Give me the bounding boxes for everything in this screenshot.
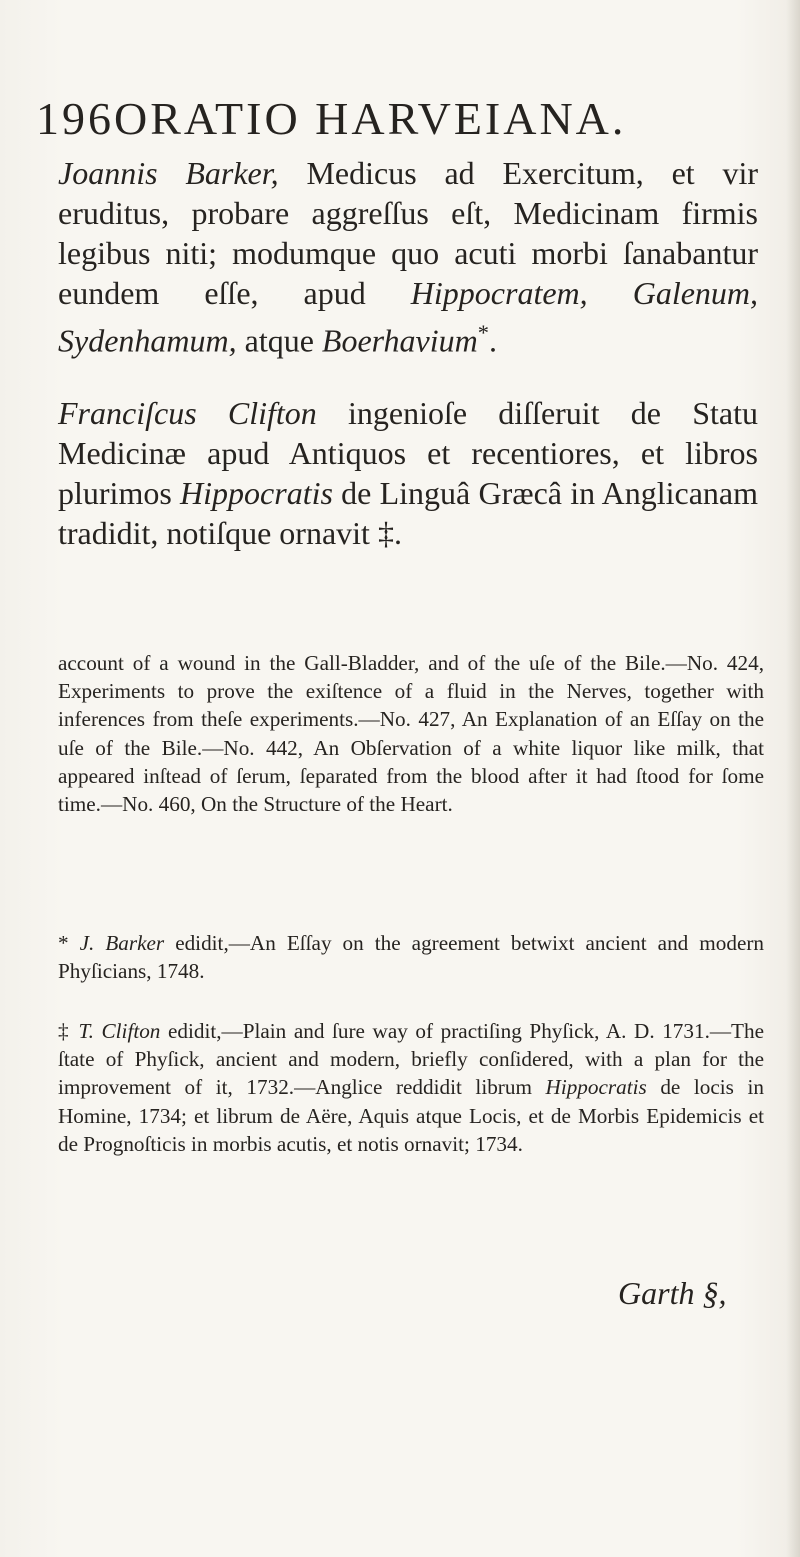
paragraph-text: ingenioſe diſſeruit de Statu Medicinæ apud Antiquos et recentiores, et libros plurimos (58, 395, 759, 511)
paragraph-text: de Linguâ Græcâ in Anglicanam tradidit, notiſque ornavit (58, 475, 759, 551)
footnote-marker: * (58, 931, 80, 955)
footnote-continuation: account of a wound in the Gall-Bladder, and of the uſe of the Bile.—No. 424, Experiments to prove the exiſtence of a fluid in the Nerves, together with inferences from theſe experiments.—No. 427, An Explanation of an Eſſay on the uſe of the Bile.—No. 442, An Obſervation of a white liquor like milk, that appeared inſtead of ſerum, ſeparated from the blood after it had ſtood for ſome time.—No. 460, On the Structure of the Heart. (58, 651, 764, 817)
author-reference: Hippocratis (180, 475, 333, 511)
footnote-text: de locis in Homine, 1734; et librum de Aëre, Aquis atque Locis, et de Morbis Epidemicis et de Prognoſticis in morbis acutis, et notis ornavit; 1734. (58, 1075, 764, 1156)
author-reference: Sydenhamum, (58, 322, 237, 359)
page-edge-shadow (786, 0, 800, 1557)
footnote-marker: * (477, 320, 489, 345)
person-name: Joannis Barker, (58, 155, 279, 191)
person-name: Franciſcus Clifton (58, 395, 317, 431)
paragraph-barker: Joannis Barker, Medicus ad Exercitum, et vir eruditus, probare aggreſſus eſt, Medicinam firmis legibus niti; modumque quo acuti morbi ſanabantur eundem eſſe, apud Hippocratem, Galenum, Sydenhamum, atque Boerhavium*. (58, 155, 759, 359)
footnote-text: edidit,—Plain and ſure way of practiſing Phyſick, A. D. 1731.—The ſtate of Phyſick, ancient and modern, briefly conſidered, with a plan for the improvement of it, 1732.—Anglice reddidit librum (58, 1019, 765, 1100)
footnote-marker: ‡ (58, 1019, 79, 1043)
page-number: 196 (36, 93, 114, 144)
running-title: ORATIO HARVEIANA. (114, 93, 627, 144)
footnote-text: edidit,—An Eſſay on the agreement betwixt ancient and modern Phyſicians, 1748. (58, 931, 764, 984)
paragraph-text: Medicus ad Exercitum, et vir eruditus, probare aggreſſus eſt, Medicinam firmis legibus niti; modumque quo acuti morbi ſanabantur eundem eſſe, apud (58, 155, 759, 311)
paragraph-text: atque (236, 322, 322, 359)
author-reference: Hippocratem, (410, 275, 588, 311)
footnote-clifton (58, 1017, 764, 1158)
author-reference: Hippocratis (545, 1075, 647, 1100)
catchword: Garth §, (618, 1275, 727, 1311)
author-reference: Galenum, (632, 275, 759, 311)
author-reference: Boerhavium (321, 322, 478, 359)
paragraph-clifton: Franciſcus Clifton ingenioſe diſſeruit de Statu Medicinæ apud Antiquos et recentiores, et libros plurimos Hippocratis de Linguâ Græcâ in Anglicanam tradidit, notiſque ornavit ‡. (58, 395, 759, 551)
person-name: T. Clifton (78, 1019, 161, 1043)
person-name: J. Barker (79, 931, 165, 955)
footnote-barker (58, 929, 764, 985)
footnote-marker: ‡ (377, 515, 394, 551)
running-header (36, 93, 756, 144)
